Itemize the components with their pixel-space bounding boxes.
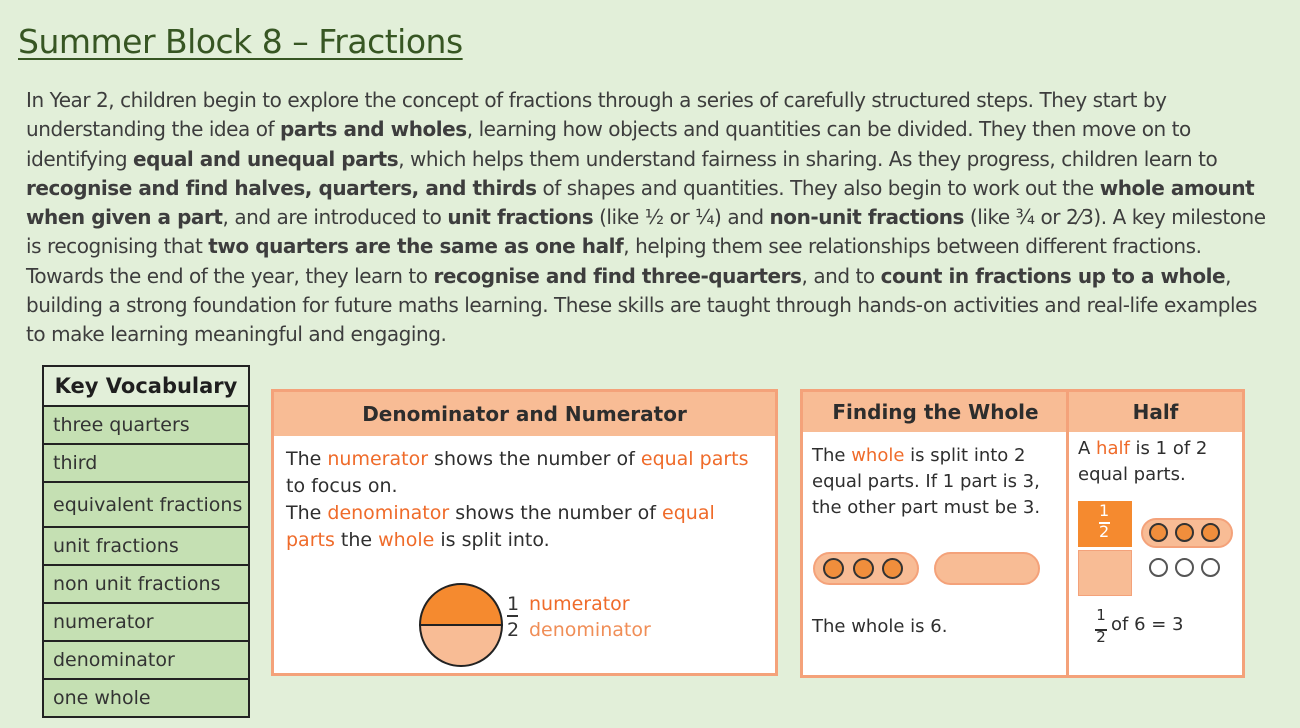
- counter-dot: [1149, 523, 1168, 542]
- panel-heading: Half: [1069, 392, 1242, 432]
- fraction-numerator: 1: [507, 593, 520, 615]
- intro-paragraph: In Year 2, children begin to explore the concept of fractions through a series of carefully structured steps. They start by understanding the idea of parts and wholes, learning how objects and quantities can be divided. They then move on to identifying equal and unequal parts, which helps them understand fairness in sharing. As they progress, children learn to recognise and find halves, quarters, and thirds of shapes and quantities. They also begin to work out the whole amount when given a part, and are introduced to unit fractions (like ½ or ¼) and non-unit fractions (like ¾ or 2⁄3). A key milestone is recognising that two quarters are the same as one half, helping them see relationships between different fractions. Towards the end of the year, they learn to recognise and find three-quarters, and to count in fractions up to a whole, building a strong foundation for future maths learning. These skills are taught through hands-on activities and real-life examples to make learning meaningful and engaging.: [26, 88, 1266, 347]
- equation-rest: of 6 = 3: [1111, 614, 1184, 635]
- vocab-item: denominator: [44, 642, 248, 680]
- panel-text: The whole is split into 2 equal parts. If 1 part is 3, the other part must be 3.: [812, 445, 1041, 518]
- vocab-item: three quarters: [44, 407, 248, 445]
- vocab-item: equivalent fractions: [44, 483, 248, 528]
- finding-whole-panel: [800, 389, 1068, 678]
- counter-dot: [1149, 558, 1168, 577]
- panel-heading: Denominator and Numerator: [274, 392, 775, 436]
- vocab-item: one whole: [44, 680, 248, 716]
- key-vocabulary-table: [42, 365, 250, 718]
- half-box-empty: [1078, 550, 1132, 596]
- counter-dot: [1175, 558, 1194, 577]
- counter-dot: [853, 558, 874, 579]
- vocab-item: unit fractions: [44, 528, 248, 566]
- denominator-label: denominator: [529, 619, 651, 641]
- vocab-item: numerator: [44, 604, 248, 642]
- fraction-denominator: 2: [507, 619, 520, 641]
- half-counter-bar: [1141, 518, 1233, 548]
- half-panel: [1066, 389, 1245, 678]
- counter-dot: [1201, 558, 1220, 577]
- vocab-heading: Key Vocabulary: [44, 367, 248, 407]
- whole-result: The whole is 6.: [812, 616, 948, 637]
- numerator-label: numerator: [529, 593, 630, 615]
- half-box-filled: [1078, 501, 1132, 547]
- box-denominator: 2: [1099, 522, 1110, 541]
- denominator-numerator-panel: [271, 389, 778, 676]
- panel-text: A half is 1 of 2 equal parts.: [1078, 438, 1208, 485]
- part-bar-filled: [813, 552, 919, 585]
- vocab-item: non unit fractions: [44, 566, 248, 604]
- page-title: Summer Block 8 – Fractions: [18, 22, 463, 61]
- vocab-item: third: [44, 445, 248, 483]
- equation-numerator: 1: [1096, 606, 1106, 624]
- counter-dot: [1201, 523, 1220, 542]
- part-bar-empty: [934, 552, 1040, 585]
- counter-dot: [823, 558, 844, 579]
- panel-heading: Finding the Whole: [803, 392, 1068, 432]
- panel-text: The numerator shows the number of equal parts to focus on. The denominator shows the number of equal parts the whole is split into.: [286, 448, 749, 551]
- counter-dot: [1175, 523, 1194, 542]
- counter-dot: [882, 558, 903, 579]
- half-circle-diagram: [418, 582, 504, 668]
- box-numerator: 1: [1099, 501, 1110, 520]
- equation-denominator: 2: [1096, 628, 1106, 646]
